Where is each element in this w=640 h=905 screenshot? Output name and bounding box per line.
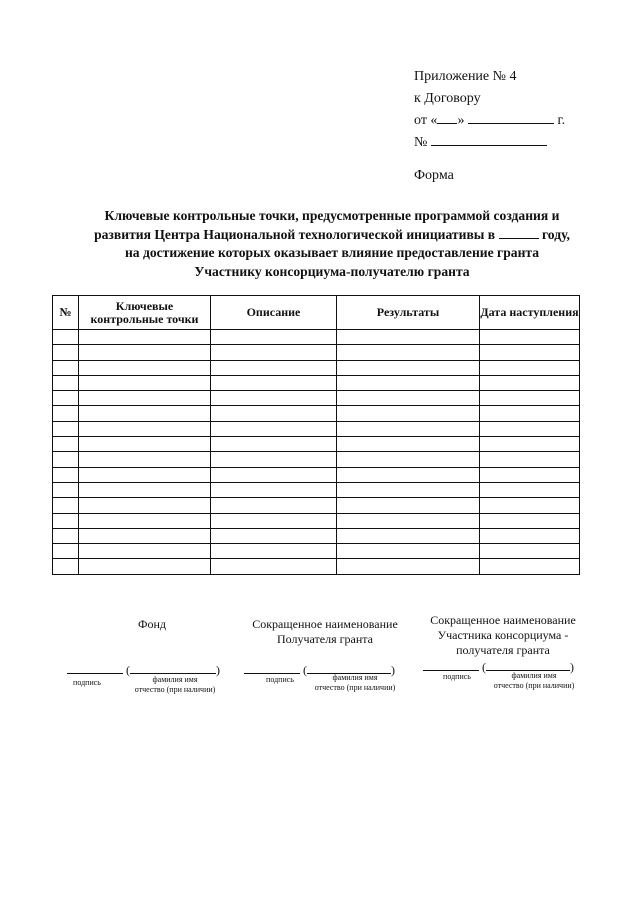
table-row bbox=[53, 559, 580, 574]
recipient-sign-label: подпись bbox=[266, 675, 294, 684]
fund-sign-label: подпись bbox=[73, 678, 101, 687]
recipient-title-2: Получателя гранта bbox=[276, 632, 373, 646]
cell[interactable] bbox=[53, 345, 79, 360]
cell[interactable] bbox=[53, 375, 79, 390]
cell[interactable] bbox=[79, 345, 211, 360]
annex-date-line bbox=[414, 110, 565, 132]
cell[interactable] bbox=[480, 544, 580, 559]
title-line-2b: году, bbox=[541, 226, 570, 242]
cell[interactable] bbox=[53, 544, 79, 559]
cell[interactable] bbox=[211, 437, 337, 452]
header-key-points: Ключевые контрольные точки bbox=[79, 296, 211, 330]
cell[interactable] bbox=[480, 467, 580, 482]
table-header-row bbox=[53, 296, 580, 330]
table-row bbox=[53, 421, 580, 436]
member-signature-block bbox=[418, 613, 588, 658]
member-signature-lines: ( ) bbox=[423, 657, 574, 675]
cell[interactable] bbox=[53, 406, 79, 421]
cell[interactable] bbox=[211, 421, 337, 436]
cell[interactable] bbox=[79, 375, 211, 390]
cell[interactable] bbox=[480, 330, 580, 345]
cell[interactable] bbox=[79, 498, 211, 513]
fund-name-line[interactable] bbox=[130, 660, 216, 674]
cell[interactable] bbox=[480, 528, 580, 543]
cell[interactable] bbox=[211, 467, 337, 482]
cell[interactable] bbox=[211, 391, 337, 406]
number-blank bbox=[431, 132, 547, 146]
cell[interactable] bbox=[211, 452, 337, 467]
cell[interactable] bbox=[53, 528, 79, 543]
annex-number-line bbox=[414, 132, 565, 154]
annex-number: Приложение № 4 bbox=[414, 69, 517, 84]
cell[interactable] bbox=[53, 437, 79, 452]
cell[interactable] bbox=[337, 528, 480, 543]
fund-title: Фонд bbox=[137, 617, 166, 631]
table-row bbox=[53, 513, 580, 528]
cell[interactable] bbox=[211, 544, 337, 559]
month-blank bbox=[468, 110, 554, 124]
cell[interactable] bbox=[337, 513, 480, 528]
cell[interactable] bbox=[53, 513, 79, 528]
cell[interactable] bbox=[211, 482, 337, 497]
cell[interactable] bbox=[79, 513, 211, 528]
title-line-2a: развития Центра Национальной технологической инициативы в bbox=[94, 226, 496, 242]
recipient-sign-line[interactable] bbox=[244, 660, 300, 674]
cell[interactable] bbox=[79, 421, 211, 436]
cell[interactable] bbox=[480, 421, 580, 436]
cell[interactable] bbox=[79, 330, 211, 345]
cell[interactable] bbox=[79, 482, 211, 497]
cell[interactable] bbox=[53, 421, 79, 436]
fund-sign-line[interactable] bbox=[67, 660, 123, 674]
cell[interactable] bbox=[79, 528, 211, 543]
cell[interactable] bbox=[480, 406, 580, 421]
date-prefix: от « bbox=[414, 113, 438, 128]
cell[interactable] bbox=[337, 498, 480, 513]
cell[interactable] bbox=[211, 345, 337, 360]
cell[interactable] bbox=[337, 482, 480, 497]
cell[interactable] bbox=[211, 498, 337, 513]
day-blank bbox=[437, 110, 457, 124]
cell[interactable] bbox=[480, 452, 580, 467]
cell[interactable] bbox=[79, 391, 211, 406]
recipient-name-label: фамилия имя отчество (при наличии) bbox=[314, 673, 396, 692]
cell[interactable] bbox=[211, 528, 337, 543]
cell[interactable] bbox=[53, 498, 79, 513]
date-mid: » bbox=[457, 113, 465, 128]
member-title-2: Участника консорциума - bbox=[437, 628, 569, 642]
cell[interactable] bbox=[53, 482, 79, 497]
cell[interactable] bbox=[211, 513, 337, 528]
cell[interactable] bbox=[53, 391, 79, 406]
cell[interactable] bbox=[337, 437, 480, 452]
table-row bbox=[53, 467, 580, 482]
member-sign-label: подпись bbox=[443, 672, 471, 681]
recipient-name-line[interactable] bbox=[307, 660, 391, 674]
form-label: Форма bbox=[414, 168, 454, 183]
cell[interactable] bbox=[211, 330, 337, 345]
cell[interactable] bbox=[53, 330, 79, 345]
cell[interactable] bbox=[53, 559, 79, 574]
table-row bbox=[53, 498, 580, 513]
member-title-3: получателя гранта bbox=[456, 643, 550, 657]
table-row bbox=[53, 482, 580, 497]
table-row bbox=[53, 528, 580, 543]
annex-contract: к Договору bbox=[414, 91, 481, 106]
cell[interactable] bbox=[79, 544, 211, 559]
fund-signature-lines: ( ) bbox=[67, 660, 220, 678]
cell[interactable] bbox=[211, 406, 337, 421]
cell[interactable] bbox=[480, 375, 580, 390]
table-row bbox=[53, 452, 580, 467]
cell[interactable] bbox=[211, 375, 337, 390]
cell[interactable] bbox=[337, 360, 480, 375]
cell[interactable] bbox=[79, 437, 211, 452]
number-prefix: № bbox=[414, 135, 428, 150]
cell[interactable] bbox=[337, 391, 480, 406]
table-row bbox=[53, 360, 580, 375]
cell[interactable] bbox=[79, 559, 211, 574]
cell[interactable] bbox=[337, 467, 480, 482]
member-name-label: фамилия имя отчество (при наличии) bbox=[493, 671, 575, 690]
member-title-1: Сокращенное наименование bbox=[430, 613, 576, 627]
cell[interactable] bbox=[337, 406, 480, 421]
title-line-2 bbox=[52, 226, 612, 245]
key-points-table bbox=[52, 295, 580, 575]
header-num: № bbox=[53, 296, 79, 330]
table-row bbox=[53, 437, 580, 452]
header-date: Дата наступления bbox=[480, 296, 580, 330]
cell[interactable] bbox=[337, 544, 480, 559]
table-row bbox=[53, 375, 580, 390]
cell[interactable] bbox=[337, 559, 480, 574]
cell[interactable] bbox=[337, 345, 480, 360]
cell[interactable] bbox=[79, 406, 211, 421]
table-row bbox=[53, 330, 580, 345]
recipient-title-1: Сокращенное наименование bbox=[252, 617, 398, 631]
member-name-line[interactable] bbox=[486, 657, 570, 671]
cell[interactable] bbox=[480, 391, 580, 406]
title-line-3: на достижение которых оказывает влияние предоставление гранта bbox=[124, 245, 540, 260]
document-title bbox=[52, 207, 612, 281]
cell[interactable] bbox=[480, 482, 580, 497]
title-line-1: Ключевые контрольные точки, предусмотренные программой создания и bbox=[104, 208, 560, 223]
recipient-signature-block bbox=[240, 617, 410, 647]
cell[interactable] bbox=[337, 452, 480, 467]
date-suffix: г. bbox=[557, 113, 566, 128]
cell[interactable] bbox=[53, 360, 79, 375]
cell[interactable] bbox=[480, 437, 580, 452]
cell[interactable] bbox=[211, 559, 337, 574]
cell[interactable] bbox=[337, 375, 480, 390]
year-blank bbox=[499, 226, 539, 239]
cell[interactable] bbox=[337, 330, 480, 345]
cell[interactable] bbox=[480, 345, 580, 360]
cell[interactable] bbox=[53, 452, 79, 467]
cell[interactable] bbox=[480, 559, 580, 574]
member-sign-line[interactable] bbox=[423, 657, 479, 671]
fund-signature-block bbox=[112, 617, 192, 632]
cell[interactable] bbox=[480, 513, 580, 528]
fund-name-label: фамилия имя отчество (при наличии) bbox=[134, 675, 216, 694]
table-row bbox=[53, 345, 580, 360]
annex-block bbox=[414, 66, 565, 154]
cell[interactable] bbox=[79, 452, 211, 467]
cell[interactable] bbox=[79, 360, 211, 375]
cell[interactable] bbox=[480, 498, 580, 513]
table-row bbox=[53, 391, 580, 406]
cell[interactable] bbox=[79, 467, 211, 482]
header-description: Описание bbox=[211, 296, 337, 330]
cell[interactable] bbox=[211, 360, 337, 375]
cell[interactable] bbox=[53, 467, 79, 482]
recipient-signature-lines: ( ) bbox=[244, 660, 395, 678]
title-line-4: Участнику консорциума-получателю гранта bbox=[194, 263, 470, 279]
table-row bbox=[53, 406, 580, 421]
table-row bbox=[53, 544, 580, 559]
cell[interactable] bbox=[480, 360, 580, 375]
header-results: Результаты bbox=[337, 296, 480, 330]
cell[interactable] bbox=[337, 421, 480, 436]
